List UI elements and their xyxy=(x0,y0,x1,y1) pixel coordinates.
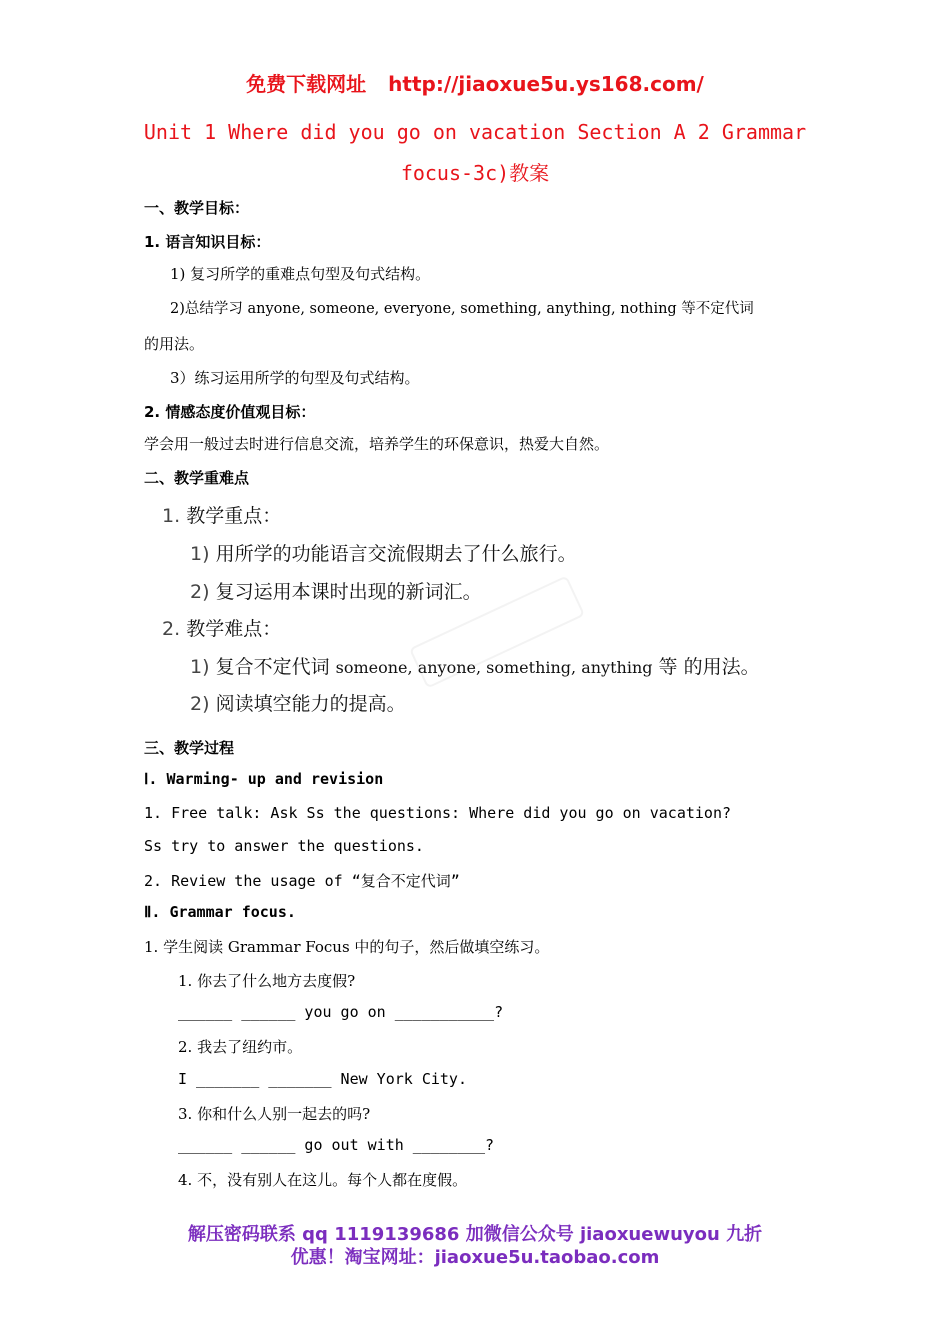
question-2: 2. 我去了纽约市。 xyxy=(178,1038,303,1056)
part1-line3: 2. Review the usage of “复合不定代词” xyxy=(144,872,460,890)
question-4: 4. 不，没有别人在这儿。每个人都在度假。 xyxy=(178,1171,468,1189)
difficult-point-2-text: 阅读填空能力的提高。 xyxy=(215,693,406,715)
key-points-number: 1. xyxy=(162,505,181,527)
difficult-point-1-words: someone, anyone, something, anything xyxy=(335,658,653,677)
difficult-point-2-number: 2) xyxy=(190,693,210,715)
download-header xyxy=(0,68,950,97)
key-point-2-number: 2) xyxy=(190,581,210,603)
difficult-point-1-text-a: 复合不定代词 xyxy=(215,656,330,678)
site-name: 免费下载网址 xyxy=(246,72,367,96)
section1-heading: 一、教学目标： xyxy=(144,199,250,217)
key-point-1-text: 用所学的功能语言交流假期去了什么旅行。 xyxy=(215,543,577,565)
question-3-blank: ______ ______ go out with ________? xyxy=(178,1136,495,1154)
key-point-2-text: 复习运用本课时出现的新词汇。 xyxy=(215,581,482,603)
section3-heading: 三、教学过程 xyxy=(144,739,235,757)
key-point-2 xyxy=(190,577,482,604)
difficult-points-number: 2. xyxy=(162,618,181,640)
part1-line1: 1. Free talk: Ask Ss the questions: Where did you go on vacation? xyxy=(144,804,731,822)
question-1-blank: ______ ______ you go on ___________? xyxy=(178,1003,504,1021)
section1-sub2: 2. 情感态度价值观目标： xyxy=(144,403,316,421)
difficult-point-1-text-c: 等 的用法。 xyxy=(658,656,760,678)
part1-line2: Ss try to answer the questions. xyxy=(144,837,424,855)
difficult-points-text: 教学难点： xyxy=(186,618,282,640)
difficult-point-1-number: 1) xyxy=(190,656,210,678)
section1-item2-line1: 2)总结学习 anyone, someone, everyone, something, anything, nothing 等不定代词 xyxy=(170,301,754,317)
section1-sub2-text: 学会用一般过去时进行信息交流，培养学生的环保意识，热爱大自然。 xyxy=(144,435,610,453)
question-3: 3. 你和什么人别一起去的吗? xyxy=(178,1105,371,1123)
key-points-text: 教学重点： xyxy=(186,505,282,527)
difficult-point-2 xyxy=(190,689,406,716)
section2-heading: 二、教学重难点 xyxy=(144,469,250,487)
section1-item2-line2: 的用法。 xyxy=(144,335,205,353)
difficult-points-label xyxy=(162,614,281,641)
difficult-point-1 xyxy=(190,652,760,679)
key-point-1-number: 1) xyxy=(190,543,210,565)
footer-line1: 解压密码联系 qq 1119139686 加微信公众号 jiaoxuewuyou 九折 xyxy=(187,1224,763,1245)
document-title-line2: focus-3c)教案 xyxy=(400,161,550,185)
question-2-blank: I _______ _______ New York City. xyxy=(178,1070,467,1088)
site-url-link[interactable]: http://jiaoxue5u.ys168.com/ xyxy=(388,72,704,96)
section1-item3: 3）练习运用所学的句型及句式结构。 xyxy=(170,369,420,387)
footer-line2: 优惠！淘宝网址：jiaoxue5u.taobao.com xyxy=(290,1247,660,1268)
key-point-1 xyxy=(190,539,577,566)
document-title-line1: Unit 1 Where did you go on vacation Section A 2 Grammar xyxy=(143,120,807,144)
section1-sub1: 1. 语言知识目标： xyxy=(144,233,271,251)
section1-item1: 1) 复习所学的重难点句型及句式结构。 xyxy=(170,265,431,283)
question-1: 1. 你去了什么地方去度假? xyxy=(178,972,356,990)
part2-line1: 1. 学生阅读 Grammar Focus 中的句子，然后做填空练习。 xyxy=(144,938,550,956)
key-points-label xyxy=(162,501,281,528)
part2-title: Ⅱ. Grammar focus. xyxy=(144,903,296,921)
part1-title: Ⅰ. Warming- up and revision xyxy=(144,770,384,788)
